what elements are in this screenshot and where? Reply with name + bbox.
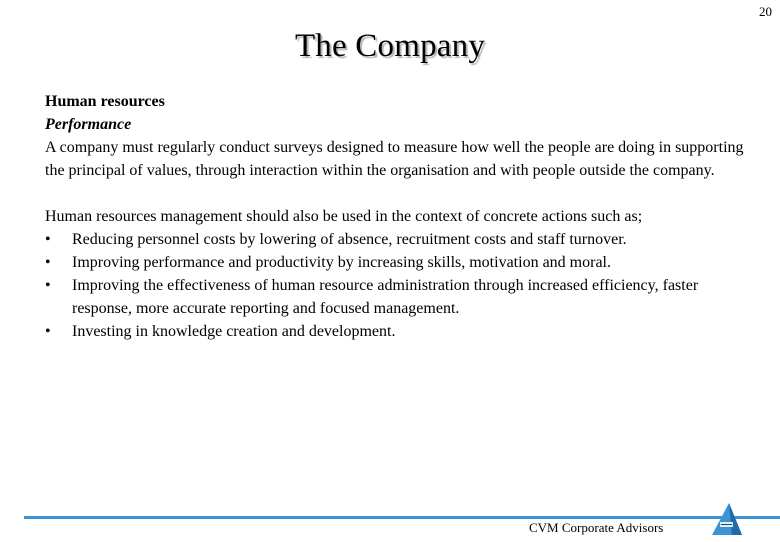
main-content [45, 90, 745, 343]
paragraph-spacer [45, 182, 745, 205]
bullet-icon: • [45, 254, 51, 271]
bullet-list [45, 228, 745, 343]
list-item [45, 274, 745, 320]
page-title: The Company [294, 28, 486, 64]
bullet-icon: • [45, 231, 51, 248]
paragraph-performance: A company must regularly conduct surveys designed to measure how well the people are doing in supporting the principal of values, through interaction within the organisation and with people outside the company. [45, 139, 744, 179]
list-item-text: Investing in knowledge creation and development. [72, 323, 396, 340]
list-item-text: Improving the effectiveness of human resource administration through increased efficiency, faster response, more accurate reporting and focused management. [72, 277, 699, 317]
section-heading: Human resources [45, 93, 165, 110]
footer-divider [24, 516, 780, 519]
list-item [45, 228, 745, 251]
list-item-text: Improving performance and productivity by increasing skills, motivation and moral. [72, 254, 611, 271]
cvm-triangle-logo-icon [708, 501, 744, 537]
page-number: 20 [759, 4, 772, 19]
list-item [45, 320, 745, 343]
subheading: Performance [45, 116, 132, 133]
bullet-icon: • [45, 277, 51, 294]
list-item-text: Reducing personnel costs by lowering of absence, recruitment costs and staff turnover. [72, 231, 627, 248]
bullet-icon: • [45, 323, 51, 340]
paragraph-hr-management: Human resources management should also be used in the context of concrete actions such as; [45, 208, 643, 225]
footer-company-name: CVM Corporate Advisors [529, 520, 664, 535]
list-item [45, 251, 745, 274]
